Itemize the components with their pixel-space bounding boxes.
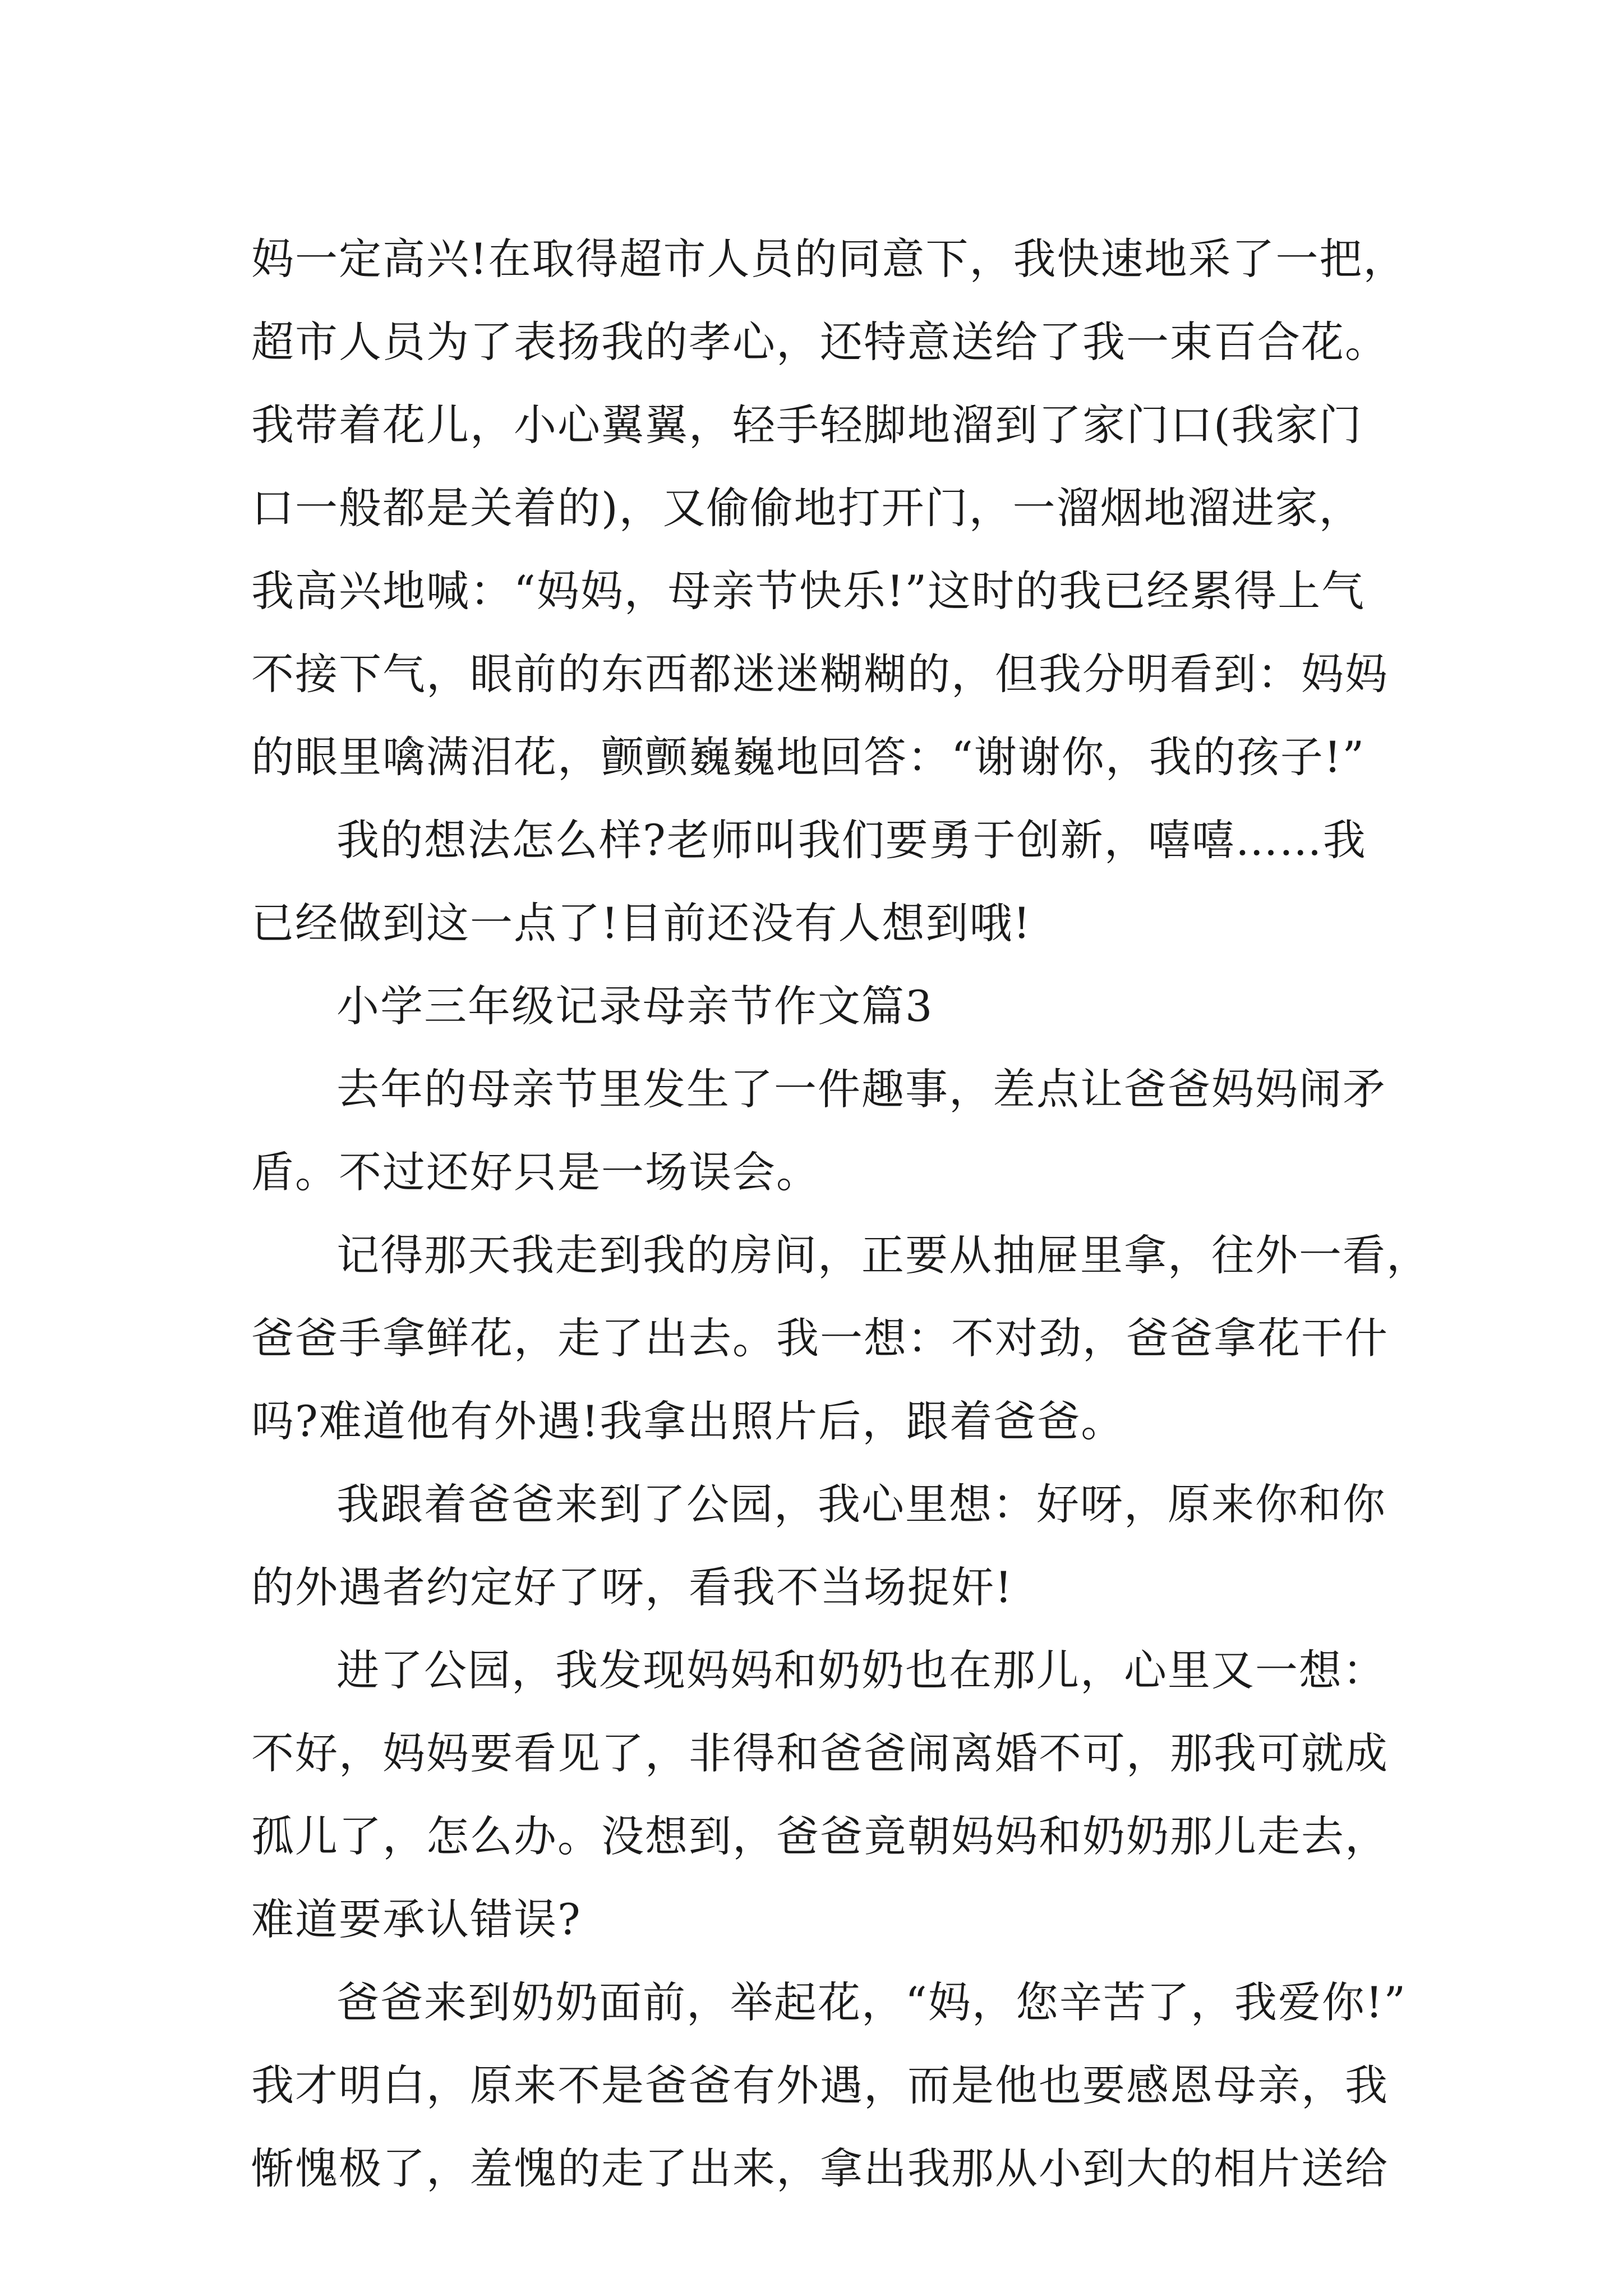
text-line: 去年的母亲节里发生了一件趣事，差点让爸爸妈妈闹矛	[336, 1064, 1386, 1114]
text-line: 爸爸来到奶奶面前，举起花，“妈，您辛苦了，我爱你!”	[336, 1977, 1407, 2027]
text-line: 我带着花儿，小心翼翼，轻手轻脚地溜到了家门口(我家门	[251, 400, 1363, 450]
text-line: 不接下气，眼前的东西都迷迷糊糊的，但我分明看到：妈妈	[251, 649, 1389, 699]
text-line: 吗?难道他有外遇!我拿出照片后，跟着爸爸。	[251, 1396, 1125, 1446]
text-line: 进了公园，我发现妈妈和奶奶也在那儿，心里又一想：	[336, 1645, 1386, 1695]
text-line: 口一般都是关着的)，又偷偷地打开门，一溜烟地溜进家，	[251, 483, 1363, 533]
text-line: 我才明白，原来不是爸爸有外遇，而是他也要感恩母亲，我	[251, 2060, 1389, 2110]
text-line: 不好，妈妈要看见了，非得和爸爸闹离婚不可，那我可就成	[251, 1728, 1389, 1778]
text-line: 我跟着爸爸来到了公园，我心里想：好呀，原来你和你	[336, 1479, 1386, 1529]
text-line: 孤儿了，怎么办。没想到，爸爸竟朝妈妈和奶奶那儿走去，	[251, 1811, 1389, 1861]
text-line: 小学三年级记录母亲节作文篇3	[336, 981, 934, 1031]
text-line: 难道要承认错误?	[251, 1894, 582, 1944]
text-line: 妈一定高兴!在取得超市人员的同意下，我快速地采了一把，	[251, 234, 1407, 284]
text-line: 盾。不过还好只是一场误会。	[251, 1147, 820, 1197]
text-line: 爸爸手拿鲜花，走了出去。我一想：不对劲，爸爸拿花干什	[251, 1313, 1389, 1363]
text-line: 已经做到这一点了!目前还没有人想到哦!	[251, 898, 1032, 948]
text-line: 的外遇者约定好了呀，看我不当场捉奸!	[251, 1562, 1013, 1612]
text-line: 我高兴地喊：“妈妈，母亲节快乐!”这时的我已经累得上气	[251, 566, 1366, 616]
text-line: 的眼里噙满泪花，颤颤巍巍地回答：“谢谢你，我的孩子!”	[251, 732, 1366, 782]
text-line: 记得那天我走到我的房间，正要从抽屉里拿，往外一看，	[336, 1230, 1430, 1280]
text-line: 超市人员为了表扬我的孝心，还特意送给了我一束百合花。	[251, 317, 1389, 367]
document-body	[251, 218, 1430, 2210]
text-line: 惭愧极了，羞愧的走了出来，拿出我那从小到大的相片送给	[251, 2143, 1389, 2193]
text-line: 我的想法怎么样?老师叫我们要勇于创新，嘻嘻……我	[336, 815, 1367, 865]
